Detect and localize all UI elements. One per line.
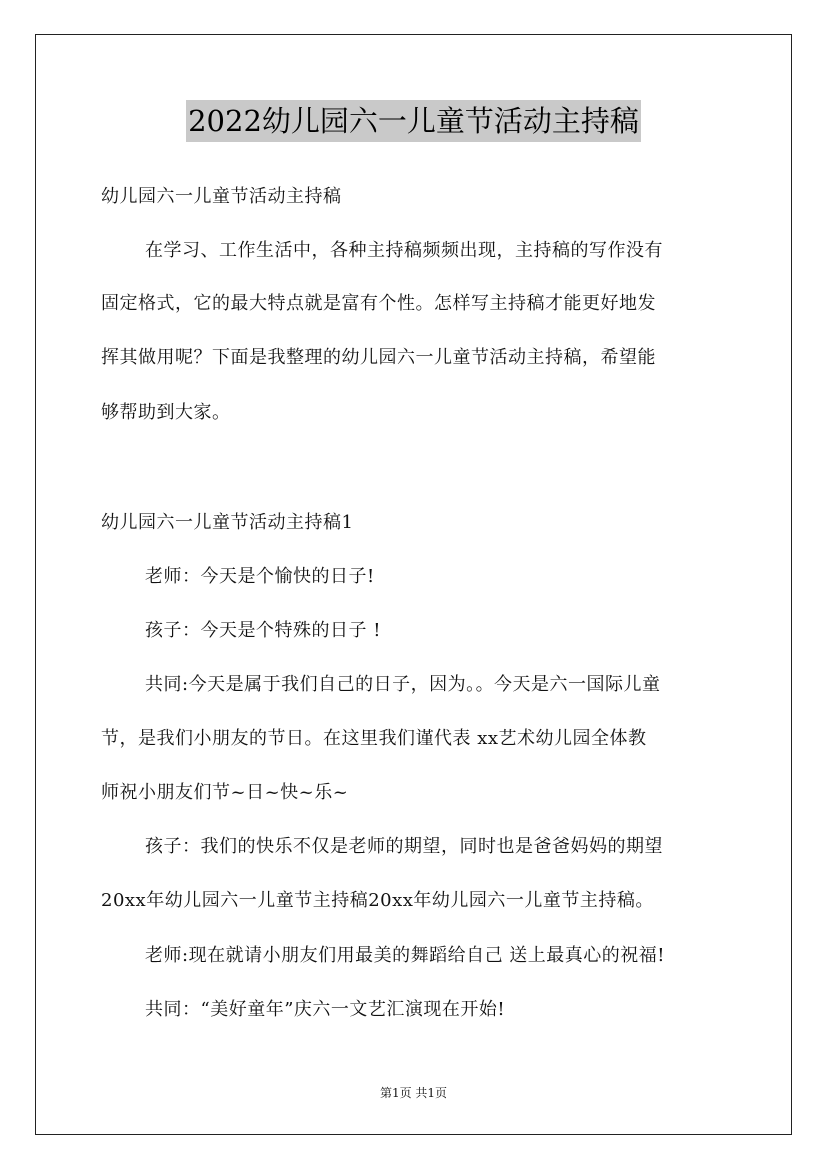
dialogue-line-9: 共同：“美好童年”庆六一文艺汇演现在开始! bbox=[145, 999, 506, 1020]
title-container bbox=[0, 100, 827, 142]
section-heading: 幼儿园六一儿童节活动主持稿1 bbox=[101, 512, 354, 533]
dialogue-line-1: 老师：今天是个愉快的日子! bbox=[145, 566, 375, 587]
intro-line-4: 够帮助到大家。 bbox=[101, 402, 231, 423]
intro-line-3: 挥其做用呢？下面是我整理的幼儿园六一儿童节活动主持稿，希望能 bbox=[101, 347, 656, 368]
intro-line-2: 固定格式，它的最大特点就是富有个性。怎样写主持稿才能更好地发 bbox=[101, 293, 656, 314]
dialogue-line-6: 孩子：我们的快乐不仅是老师的期望，同时也是爸爸妈妈的期望 bbox=[145, 836, 663, 857]
dialogue-line-5: 师祝小朋友们节~日~快~乐~ bbox=[101, 782, 349, 803]
dialogue-line-3: 共同:今天是属于我们自己的日子，因为。。今天是六一国际儿童 bbox=[145, 674, 661, 695]
dialogue-line-7: 20xx年幼儿园六一儿童节主持稿20xx年幼儿园六一儿童节主持稿。 bbox=[101, 890, 654, 911]
page-footer: 第1页 共1页 bbox=[379, 1086, 448, 1100]
dialogue-line-2: 孩子：今天是个特殊的日子 ! bbox=[145, 620, 381, 641]
dialogue-line-8: 老师:现在就请小朋友们用最美的舞蹈给自己 送上最真心的祝福! bbox=[145, 945, 666, 966]
subtitle: 幼儿园六一儿童节活动主持稿 bbox=[101, 186, 342, 207]
dialogue-line-4: 节，是我们小朋友的节日。在这里我们谨代表 xx艺术幼儿园全体教 bbox=[101, 728, 647, 749]
document-title: 2022幼儿园六一儿童节活动主持稿 bbox=[186, 100, 641, 142]
intro-line-1: 在学习、工作生活中，各种主持稿频频出现，主持稿的写作没有 bbox=[145, 240, 663, 261]
